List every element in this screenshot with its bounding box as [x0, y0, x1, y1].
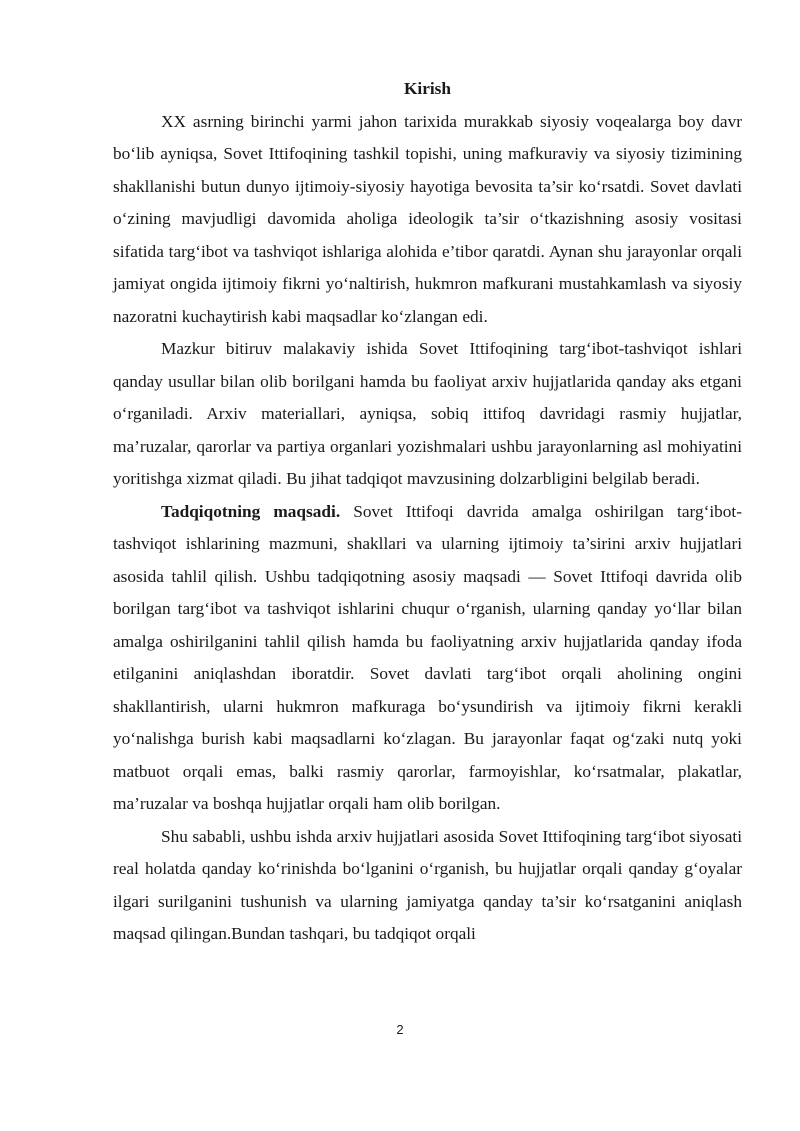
paragraph-text: Shu sababli, ushbu ishda arxiv hujjatlari asosida Sovet Ittifoqining targ‘ibot siyosati real holatda qanday ko‘rinishda bo‘lganini o‘rganish, bu hujjatlar orqali qanday g‘oyalar ilgari surilganini tushunish va ularning jamiyatga qanday ta’sir ko‘rsatganini aniqlash maqsad qilingan.Bundan tashqari, bu tadqiqot orqali	[113, 826, 742, 943]
page-body	[113, 73, 742, 951]
page-number: 2	[396, 1022, 404, 1037]
paragraph-research-goal	[113, 496, 742, 821]
paragraph-lead-heading: Tadqiqotning maqsadi.	[161, 501, 341, 521]
paragraph-intro	[113, 106, 742, 334]
paragraph-archive-focus	[113, 821, 742, 951]
paragraph-text: XX asrning birinchi yarmi jahon tarixida murakkab siyosiy voqealarga boy davr bo‘lib ayniqsa, Sovet Ittifoqining tashkil topishi, uning mafkuraviy va siyosiy tizimining shakllanishi butun dunyo ijtimoiy-siyosiy hayotiga bevosita ta’sir ko‘rsatdi. Sovet davlati o‘zining mavjudligi davomida aholiga ideologik ta’sir o‘tkazishning asosiy vositasi sifatida targ‘ibot va tashviqot ishlariga alohida e’tibor qaratdi. Aynan shu jarayonlar orqali jamiyat ongida ijtimoiy fikrni yo‘naltirish, hukmron mafkurani mustahkamlash va siyosiy nazoratni kuchaytirish kabi maqsadlar ko‘zlangan edi.	[113, 111, 742, 326]
paragraph-text: Mazkur bitiruv malakaviy ishida Sovet Ittifoqining targ‘ibot-tashviqot ishlari qanday usullar bilan olib borilgani hamda bu faoliyat arxiv hujjatlarida qanday aks etgani o‘rganiladi. Arxiv materiallari, ayniqsa, sobiq ittifoq davridagi rasmiy hujjatlar, ma’ruzalar, qarorlar va partiya organlari yozishmalari ushbu jarayonlarning asl mohiyatini yoritishga xizmat qiladi. Bu jihat tadqiqot mavzusining dolzarbligini belgilab beradi.	[113, 339, 742, 488]
section-title: Kirish	[403, 79, 452, 98]
paragraph-thesis-scope	[113, 333, 742, 496]
paragraph-text: Sovet Ittifoqi davrida amalga oshirilgan targ‘ibot-tashviqot ishlarining mazmuni, shakllari va ularning ijtimoiy ta’sirini arxiv hujjatlari asosida tahlil qilish. Ushbu tadqiqotning asosiy maqsadi — Sovet Ittifoqi davrida olib borilgan targ‘ibot va tashviqot ishlarini chuqur o‘rganish, ularning qanday yo‘llar bilan amalga oshirilganini tahlil qilish hamda bu faoliyatning arxiv hujjatlarida qanday ifoda etilganini aniqlashdan iboratdir. Sovet davlati targ‘ibot orqali aholining ongini shakllantirish, ularni hukmron mafkuraga bo‘ysundirish va ijtimoiy fikrni kerakli yo‘nalishga burish kabi maqsadlarni ko‘zlagan. Bu jarayonlar faqat og‘zaki nutq yoki matbuot orqali emas, balki rasmiy qarorlar, farmoyishlar, ko‘rsatmalar, plakatlar, ma’ruzalar va boshqa hujjatlar orqali ham olib borilgan.	[113, 501, 742, 813]
